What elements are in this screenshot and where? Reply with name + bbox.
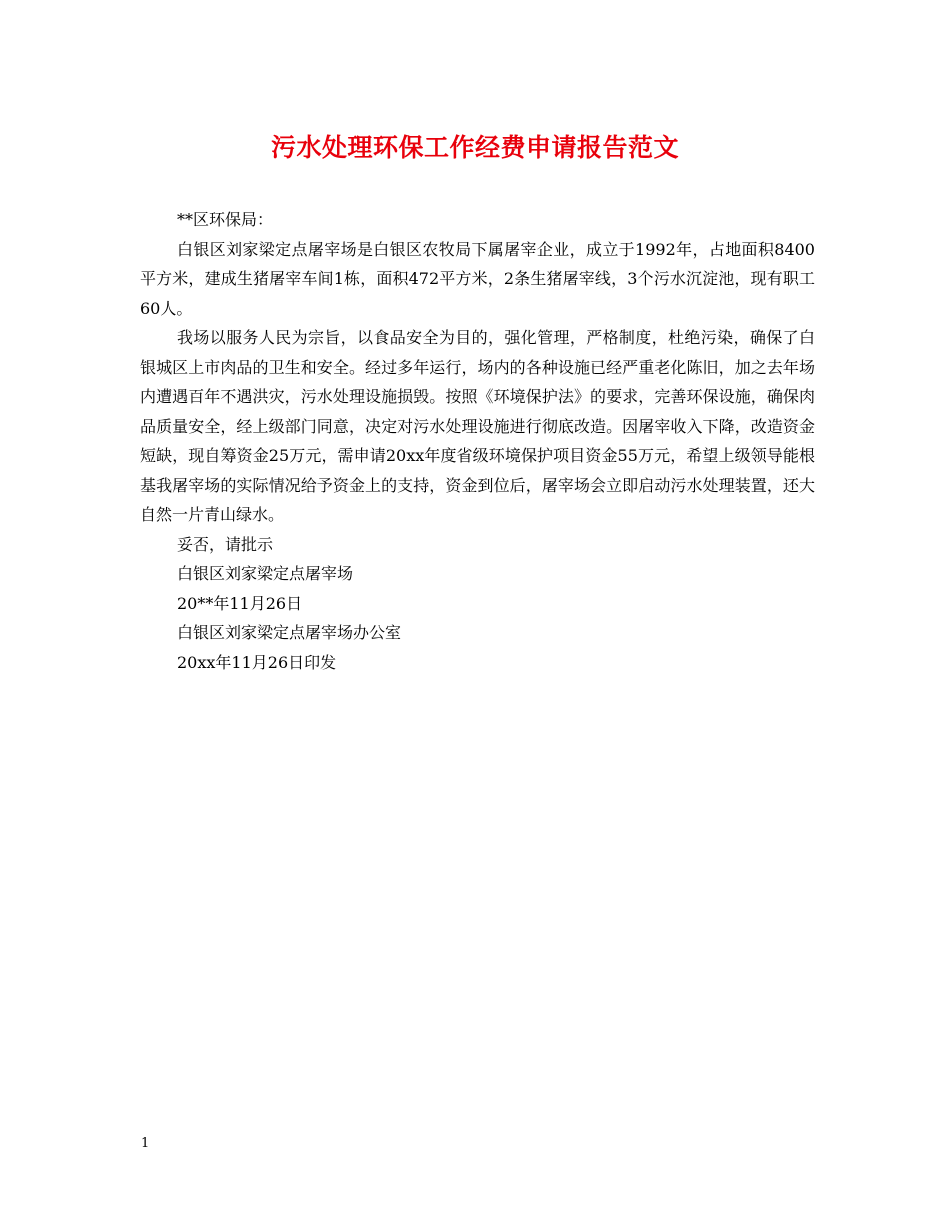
- paragraph-request: 我场以服务人民为宗旨，以食品安全为目的，强化管理，严格制度，杜绝污染，确保了白银城区上市肉品的卫生和安全。经过多年运行，场内的各种设施已经严重老化陈旧，加之去年场内遭遇百年不遇洪灾，污水处理设施损毁。按照《环境保护法》的要求，完善环保设施，确保肉品质量安全，经上级部门同意，决定对污水处理设施进行彻底改造。因屠宰收入下降，改造资金短缺，现自筹资金25万元，需申请20xx年度省级环境保护项目资金55万元，希望上级领导能根基我屠宰场的实际情况给予资金上的支持，资金到位后，屠宰场会立即启动污水处理装置，还大自然一片青山绿水。: [140, 328, 815, 524]
- closing-line: 妥否，请批示: [177, 534, 274, 554]
- document-title: 污水处理环保工作经费申请报告范文: [270, 133, 679, 162]
- signature-line: 白银区刘家梁定点屠宰场: [177, 564, 354, 583]
- page-number: 1: [141, 1136, 150, 1151]
- document-body: [140, 205, 815, 677]
- issuer-line: 白银区刘家梁定点屠宰场办公室: [177, 623, 402, 642]
- paragraph-intro: 白银区刘家梁定点屠宰场是白银区农牧局下属屠宰企业，成立于1992年，占地面积8400平方米，建成生猪屠宰车间1栋，面积472平方米，2条生猪屠宰线，3个污水沉淀池，现有职工60人。: [140, 239, 815, 318]
- salutation: **区环保局：: [177, 210, 274, 229]
- print-date-line: 20xx年11月26日印发: [177, 652, 337, 672]
- date-line: 20**年11月26日: [177, 593, 303, 613]
